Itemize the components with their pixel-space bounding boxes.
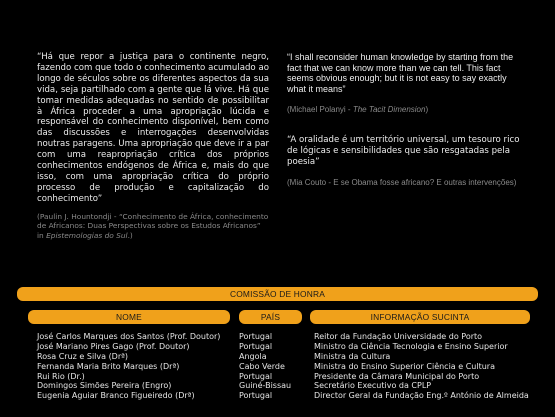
list-item: José Mariano Pires Gago (Prof. Doutor) xyxy=(37,341,190,351)
quote-couto: “A oralidade é um território universal, um tesouro rico de lógicas e sensibilidades que são resgatadas pela poesia” xyxy=(287,135,520,168)
citation-polanyi-end: ) xyxy=(425,105,429,115)
header-name: NOME xyxy=(28,310,230,324)
header-info: INFORMAÇÃO SUCINTA xyxy=(310,310,530,324)
list-item: Rui Rio (Dr.) xyxy=(37,371,85,381)
quote-hountondji: “Há que repor a justiça para o continente negro, fazendo com que todo o conhecimento acumulado ao longo de séculos sobre os diferentes aspectos da sua vida, seja partilhado com a gente que lá vive. Há que tomar medidas adequadas no sentido de possibilitar à África proceder a uma apropriação lúcida e responsável do conhecimento disponível, bem como das discussões e interrogações desenvolvidas noutras paragens. Uma apropriação que deve ir a par com uma reapropriação crítica dos próprios conhecimentos endógenos de África e, mais do que isso, com uma apropriação crítica do próprio processo de produção e capitalização do conhecimento” xyxy=(37,52,269,204)
list-item: Presidente da Câmara Municipal do Porto xyxy=(314,371,480,381)
list-item: Portugal xyxy=(239,332,273,341)
citation-hountondji-text: (Paulin J. Hountondji - “Conhecimento de África, conhecimento de Africanos: Duas Perspectivas sobre os Estudos Africanos” in xyxy=(37,211,269,240)
header-country: PAÍS xyxy=(239,310,302,324)
list-item: Director Geral da Fundação Eng.º António de Almeida xyxy=(314,391,529,401)
list-item: Ministro da Ciência Tecnologia e Ensino Superior xyxy=(314,341,508,351)
honor-committee-title: COMISSÃO DE HONRA xyxy=(17,287,538,301)
names-list xyxy=(37,332,220,401)
list-item: Reitor da Fundação Universidade do Porto xyxy=(314,332,483,341)
citation-couto: (Mia Couto - E se Obama fosse africano? E outras intervenções) xyxy=(287,178,517,188)
citation-hountondji-end: .) xyxy=(127,230,133,240)
citation-polanyi-book: The Tacit Dimension xyxy=(352,105,426,115)
countries-list xyxy=(239,332,291,401)
list-item: Rosa Cruz e Silva (Drª) xyxy=(37,351,129,361)
list-item: Cabo Verde xyxy=(239,361,285,371)
right-column xyxy=(287,52,523,188)
list-item: Portugal xyxy=(239,391,273,401)
list-item: José Carlos Marques dos Santos (Prof. Doutor) xyxy=(37,332,221,341)
list-item: Portugal xyxy=(239,371,273,381)
list-item: Angola xyxy=(239,351,267,361)
info-list xyxy=(314,332,529,401)
list-item: Portugal xyxy=(239,341,273,351)
list-item: Ministra do Ensino Superior Ciência e Cultura xyxy=(314,361,495,371)
list-item: Domingos Simões Pereira (Engro) xyxy=(37,381,172,391)
citation-hountondji xyxy=(37,212,269,240)
citation-polanyi-text: (Michael Polanyi - xyxy=(287,105,353,115)
list-item: Guiné-Bissau xyxy=(239,381,292,391)
citation-hountondji-book: Epistemologias do Sul xyxy=(46,230,128,240)
left-column xyxy=(37,52,269,240)
citation-polanyi xyxy=(287,105,523,115)
quote-polanyi: “I shall reconsider human knowledge by starting from the fact that we can know more than we can tell. This fact seems obvious enough; but it is not easy to say exactly what it means” xyxy=(287,52,514,94)
list-item: Secretário Executivo da CPLP xyxy=(314,381,432,391)
list-item: Ministra da Cultura xyxy=(314,351,391,361)
list-item: Eugenia Aguiar Branco Figueiredo (Drª) xyxy=(37,391,195,401)
list-item: Fernanda Maria Brito Marques (Drª) xyxy=(37,361,180,371)
